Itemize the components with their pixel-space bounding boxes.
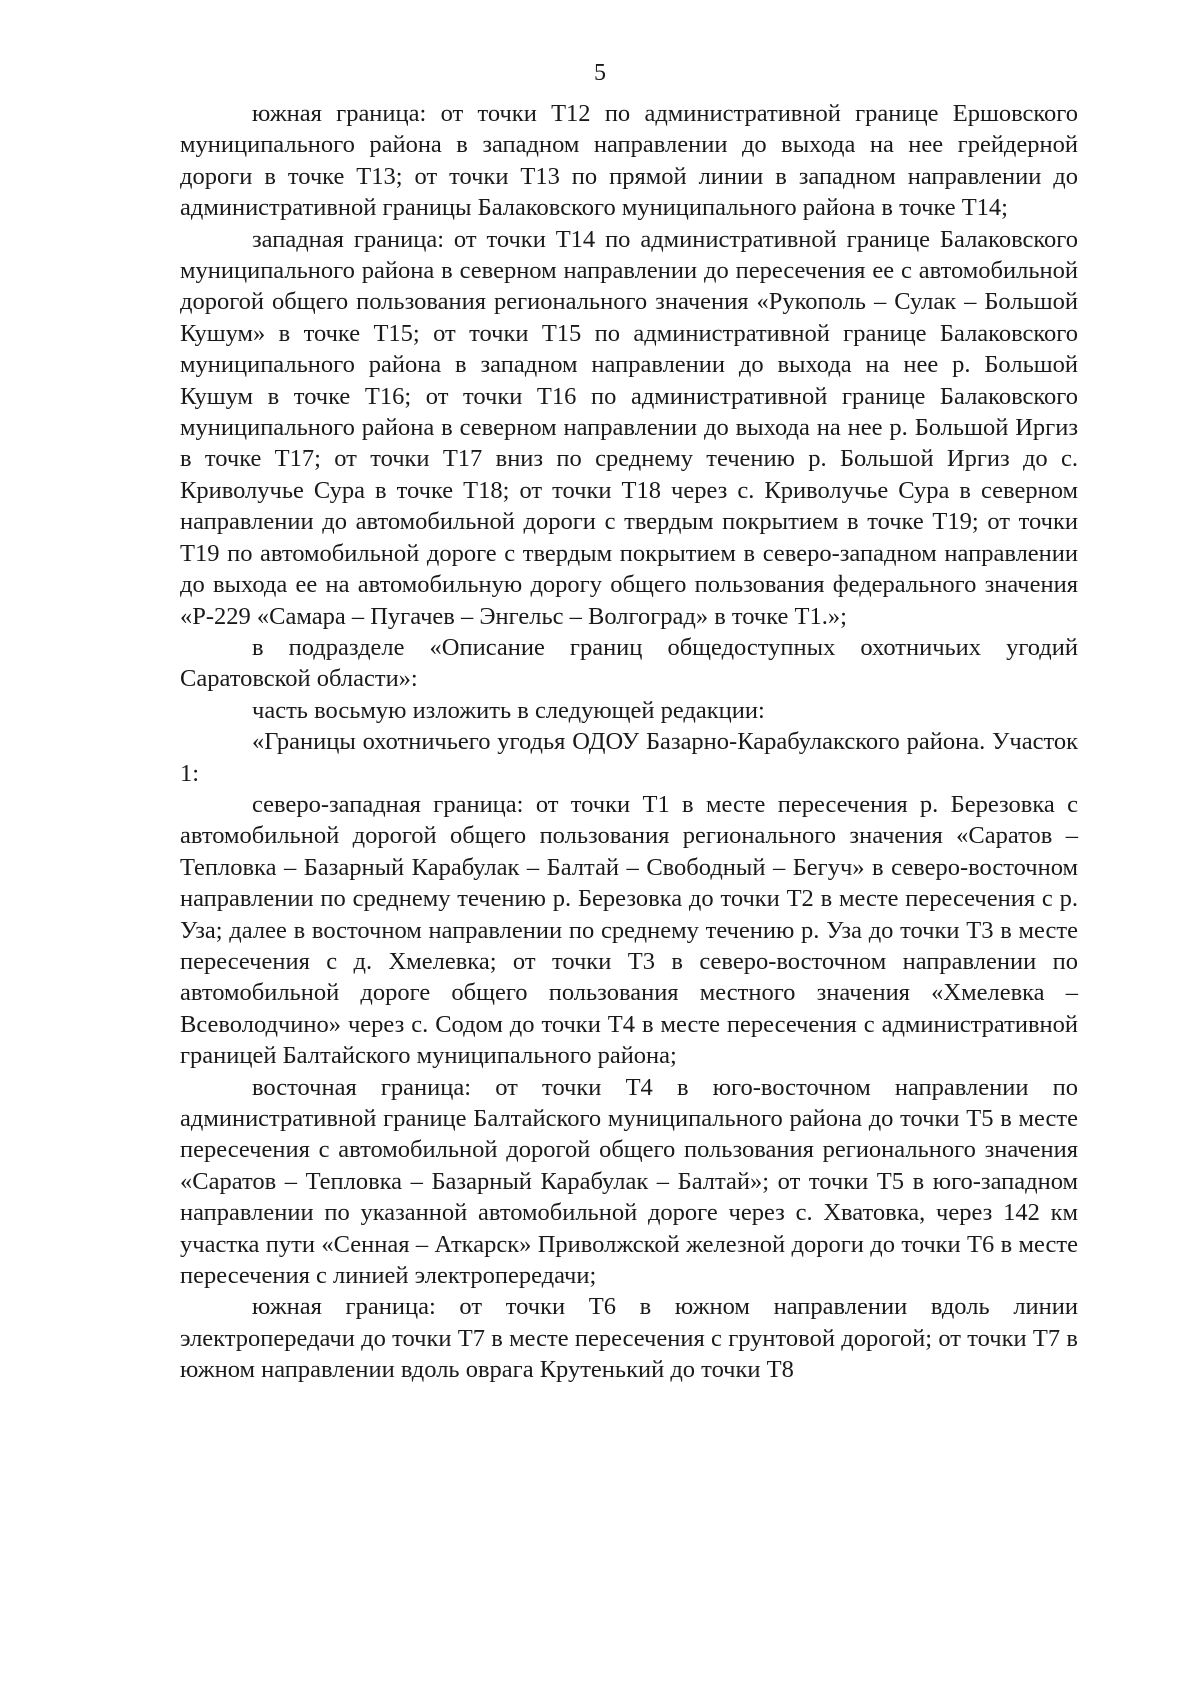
paragraph-northwest-border: северо-западная граница: от точки Т1 в месте пересечения р. Березовка с автомобильной дорогой общего пользования регионального значения «Саратов – Тепловка – Базарный Карабулак – Балтай – Свободный – Бегуч» в северо-восточном направлении по среднему течению р. Березовка до точки Т2 в месте пересечения с р. Уза; далее в восточном направлении по среднему течению р. Уза до точки Т3 в месте пересечения с д. Хмелевка; от точки Т3 в северо-восточном направлении по автомобильной дороге общего пользования местного значения «Хмелевка – Всеволодчино» через с. Содом до точки Т4 в месте пересечения с административной границей Балтайского муниципального района; — [180, 790, 1078, 1070]
paragraph-eastern-border: восточная граница: от точки Т4 в юго-восточном направлении по административной границе Балтайского муниципального района до точки Т5 в месте пересечения с автомобильной дорогой общего пользования регионального значения «Саратов – Тепловка – Базарный Карабулак – Балтай»; от точки Т5 в юго-западном направлении по указанной автомобильной дороге через с. Хватовка, через 142 км участка пути «Сенная – Аткарск» Приволжской железной дороги до точки Т6 в месте пересечения с линией электропередачи; — [180, 1073, 1078, 1290]
paragraph-hunting-ground-title: «Границы охотничьего угодья ОДОУ Базарно-Карабулакского района. Участок 1: — [180, 728, 1078, 787]
paragraph-subsection-reference: в подразделе «Описание границ общедоступных охотничьих угодий Саратовской области»: — [180, 633, 1078, 693]
paragraph-western-border: западная граница: от точки Т14 по административной границе Балаковского муниципального района в северном направлении до пересечения ее с автомобильной дорогой общего пользования регионального значения «Рукополь – Сулак – Большой Кушум» в точке Т15; от точки Т15 по административной границе Балаковского муниципального района в западном направлении до выхода на нее р. Большой Кушум в точке Т16; от точки Т16 по административной границе Балаковского муниципального района в северном направлении до выхода на нее р. Большой Иргиз в точке Т17; от точки Т17 вниз по среднему течению р. Большой Иргиз до с. Криволучье Сура в точке Т18; от точки Т18 через с. Криволучье Сура в северном направлении до автомобильной дороги с твердым покрытием в точке Т19; от точки Т19 по автомобильной дороге с твердым покрытием в северо-западном направлении до выхода ее на автомобильную дорогу общего пользования федерального значения «Р-229 «Самара – Пугачев – Энгельс – Волгоград» в точке Т1.»; — [180, 225, 1078, 630]
paragraph-southern-border-2: южная граница: от точки Т6 в южном направлении вдоль линии электропередачи до точки Т7 в месте пересечения с грунтовой дорогой; от точки Т7 в южном направлении вдоль оврага Крутенький до точки Т8 — [180, 1293, 1078, 1384]
page-number: 5 — [594, 60, 606, 86]
document-body — [180, 98, 1078, 1386]
paragraph-amendment-instruction: часть восьмую изложить в следующей редакции: — [252, 696, 765, 724]
paragraph-southern-border: южная граница: от точки Т12 по административной границе Ершовского муниципального района в западном направлении до выхода на нее грейдерной дороги в точке Т13; от точки Т13 по прямой линии в западном направлении до административной границы Балаковского муниципального района в точке Т14; — [180, 100, 1078, 222]
